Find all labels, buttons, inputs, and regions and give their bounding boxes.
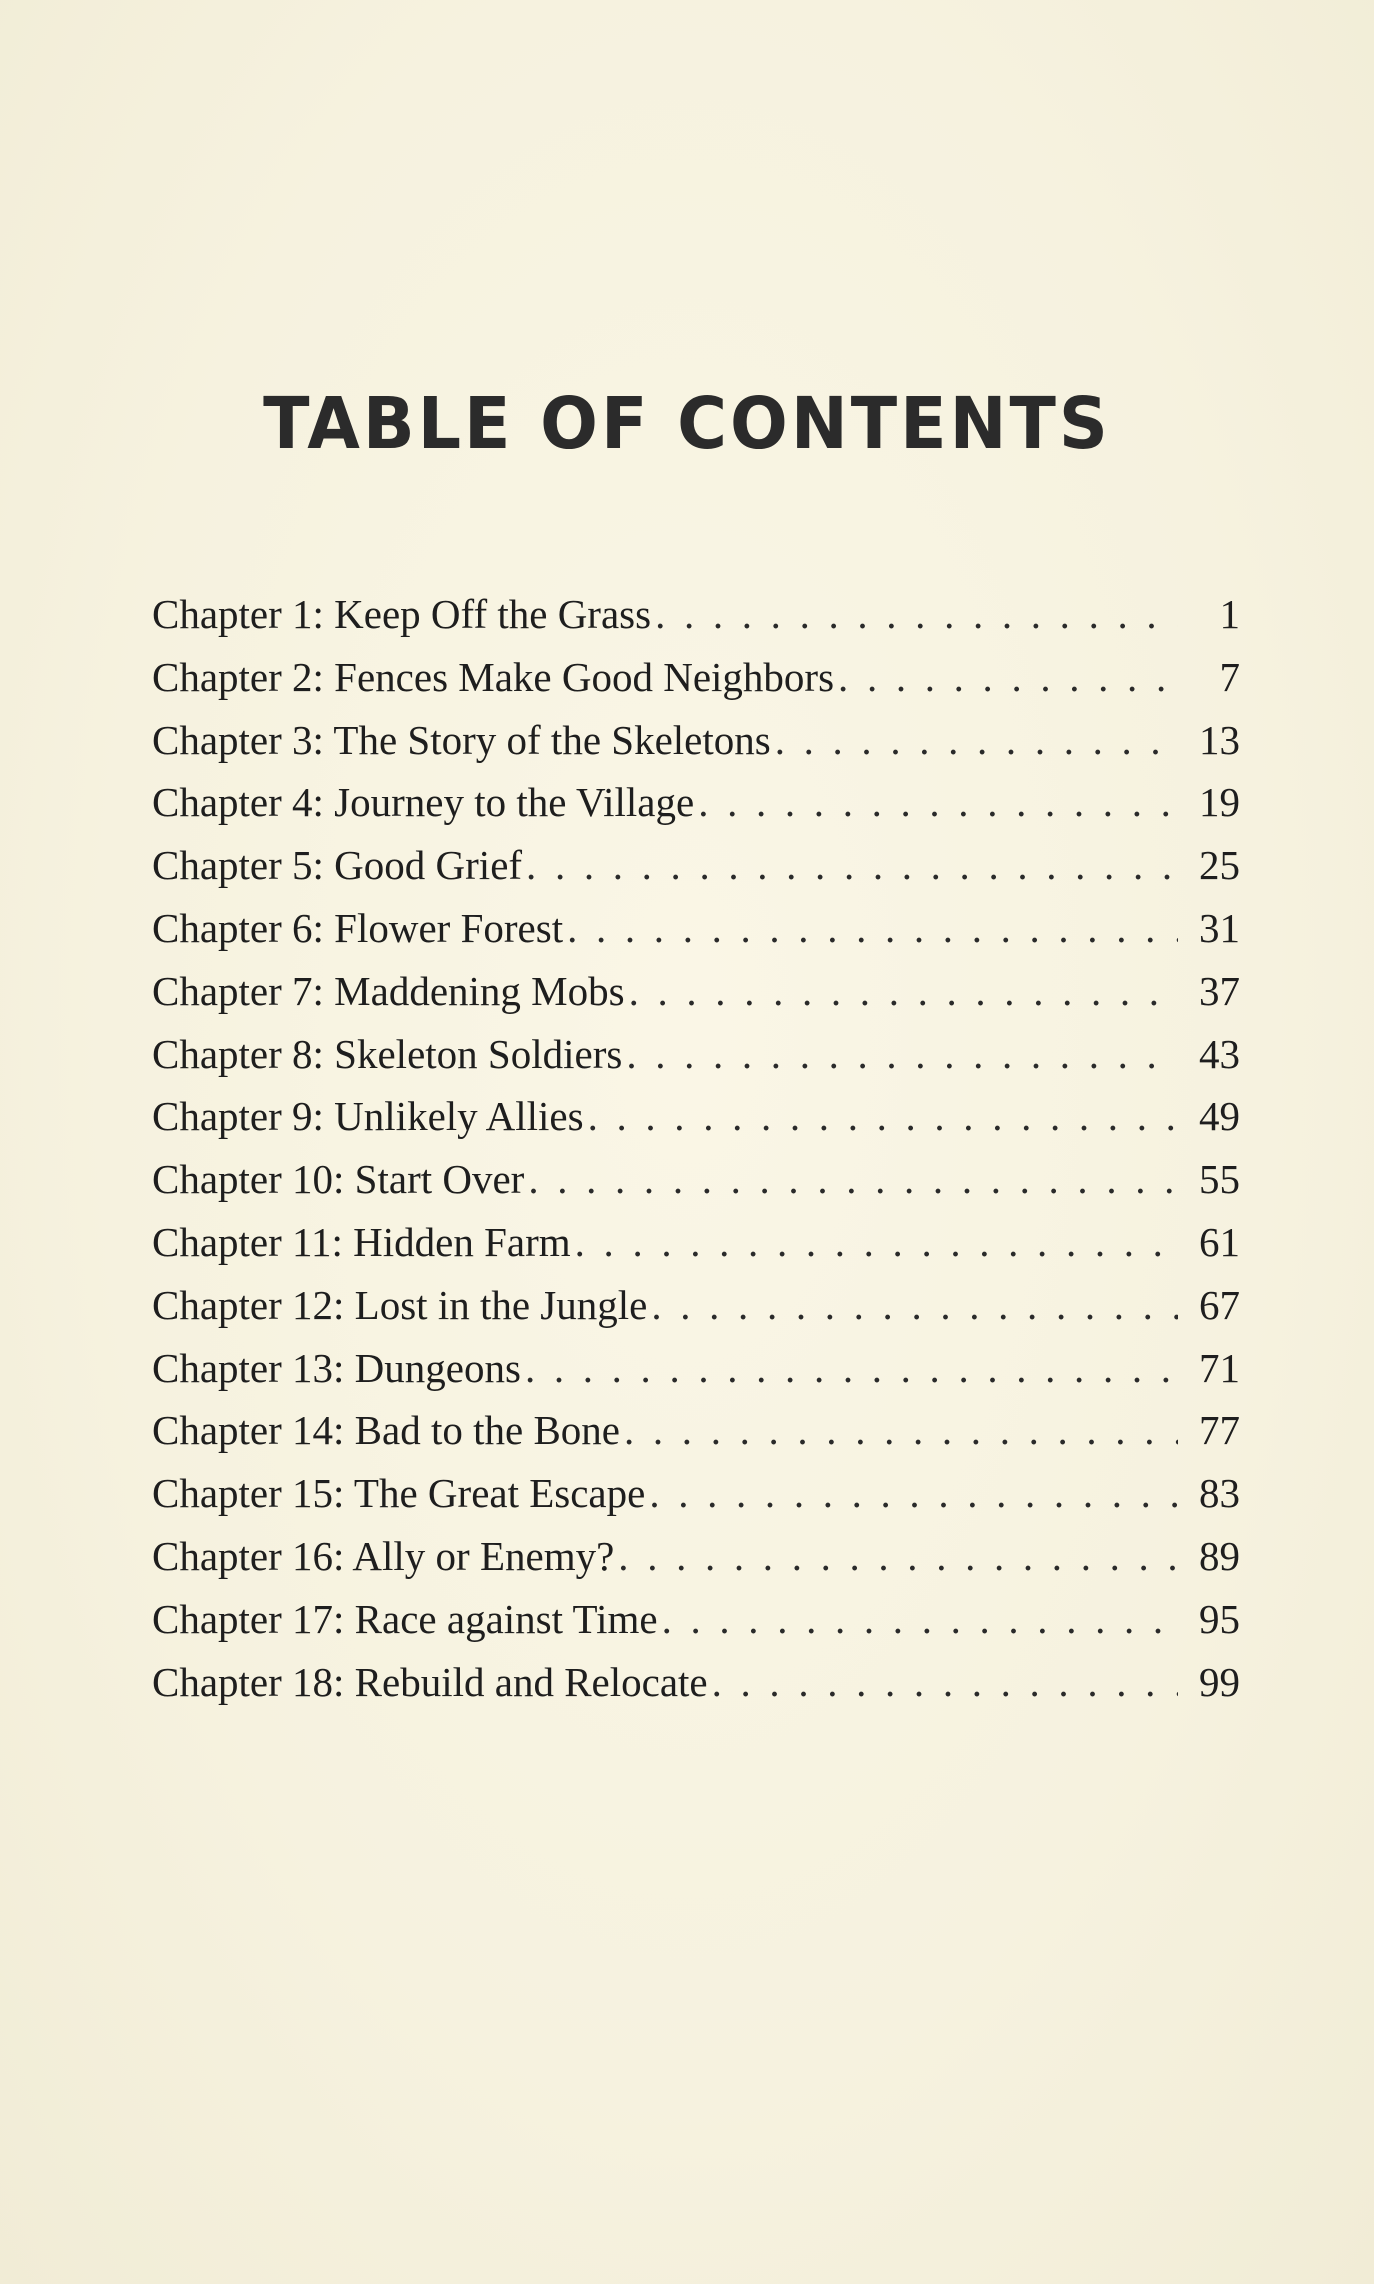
leader-dots xyxy=(712,1658,1178,1706)
leader-dots xyxy=(651,1281,1178,1329)
leader-dots xyxy=(575,1218,1178,1266)
toc-entry xyxy=(152,904,1240,967)
page-number: 37 xyxy=(1199,967,1240,1014)
chapter-title: Chapter 18: Rebuild and Relocate xyxy=(152,1658,708,1705)
chapter-title: Chapter 8: Skeleton Soldiers xyxy=(152,1030,623,1077)
page-number: 13 xyxy=(1199,716,1240,763)
leader-dots xyxy=(655,590,1178,638)
page-number: 83 xyxy=(1199,1470,1240,1517)
leader-dots xyxy=(629,967,1178,1015)
toc-entry xyxy=(152,1344,1240,1407)
page-number: 25 xyxy=(1199,842,1240,889)
page-number: 67 xyxy=(1199,1281,1240,1328)
leader-dots xyxy=(588,1092,1178,1140)
page-number: 31 xyxy=(1199,904,1240,951)
chapter-title: Chapter 11: Hidden Farm xyxy=(152,1218,571,1265)
page-number: 61 xyxy=(1199,1218,1240,1265)
toc-entry xyxy=(152,1595,1240,1658)
leader-dots xyxy=(662,1595,1178,1643)
chapter-title: Chapter 7: Maddening Mobs xyxy=(152,967,625,1014)
toc-entry xyxy=(152,1030,1240,1093)
chapter-title: Chapter 15: The Great Escape xyxy=(152,1470,646,1517)
chapter-title: Chapter 17: Race against Time xyxy=(152,1595,658,1642)
page-number: 89 xyxy=(1199,1532,1240,1579)
toc-entry xyxy=(152,590,1240,653)
page-number: 49 xyxy=(1199,1093,1240,1140)
chapter-title: Chapter 14: Bad to the Bone xyxy=(152,1407,620,1454)
toc-entry xyxy=(152,653,1240,716)
toc-entry xyxy=(152,967,1240,1030)
page-number: 55 xyxy=(1199,1156,1240,1203)
leader-dots xyxy=(649,1469,1178,1517)
leader-dots xyxy=(775,716,1178,764)
page-number: 7 xyxy=(1219,653,1240,700)
leader-dots xyxy=(618,1532,1178,1580)
chapter-title: Chapter 12: Lost in the Jungle xyxy=(152,1281,648,1328)
leader-dots xyxy=(698,778,1178,826)
leader-dots xyxy=(567,904,1178,952)
leader-dots xyxy=(526,841,1178,889)
toc-entry xyxy=(152,1092,1240,1155)
toc-entry xyxy=(152,1532,1240,1595)
page-title: TABLE OF CONTENTS xyxy=(263,383,1111,466)
chapter-title: Chapter 9: Unlikely Allies xyxy=(152,1093,584,1140)
leader-dots xyxy=(528,1155,1178,1203)
chapter-title: Chapter 1: Keep Off the Grass xyxy=(152,591,652,637)
leader-dots xyxy=(624,1406,1178,1454)
page-number: 77 xyxy=(1199,1407,1240,1454)
chapter-title: Chapter 16: Ally or Enemy? xyxy=(152,1532,615,1579)
page-number: 95 xyxy=(1199,1595,1240,1642)
toc-entry xyxy=(152,778,1240,841)
table-of-contents-list xyxy=(152,590,1240,1720)
leader-dots xyxy=(838,653,1178,701)
toc-entry xyxy=(152,1281,1240,1344)
chapter-title: Chapter 5: Good Grief xyxy=(152,842,523,889)
chapter-title: Chapter 10: Start Over xyxy=(152,1156,525,1203)
chapter-title: Chapter 4: Journey to the Village xyxy=(152,779,695,826)
toc-entry xyxy=(152,1218,1240,1281)
chapter-title: Chapter 6: Flower Forest xyxy=(152,904,564,951)
toc-entry xyxy=(152,1155,1240,1218)
toc-entry xyxy=(152,1469,1240,1532)
toc-entry xyxy=(152,716,1240,779)
page-number: 1 xyxy=(1219,591,1240,637)
leader-dots xyxy=(626,1030,1178,1078)
page-number: 99 xyxy=(1199,1658,1240,1705)
toc-entry xyxy=(152,1658,1240,1721)
toc-entry xyxy=(152,841,1240,904)
chapter-title: Chapter 13: Dungeons xyxy=(152,1344,521,1391)
chapter-title: Chapter 3: The Story of the Skeletons xyxy=(152,716,771,763)
toc-entry xyxy=(152,1406,1240,1469)
chapter-title: Chapter 2: Fences Make Good Neighbors xyxy=(152,653,835,700)
page-number: 71 xyxy=(1199,1344,1240,1391)
leader-dots xyxy=(525,1344,1178,1392)
page-number: 43 xyxy=(1199,1030,1240,1077)
page-number: 19 xyxy=(1199,779,1240,826)
